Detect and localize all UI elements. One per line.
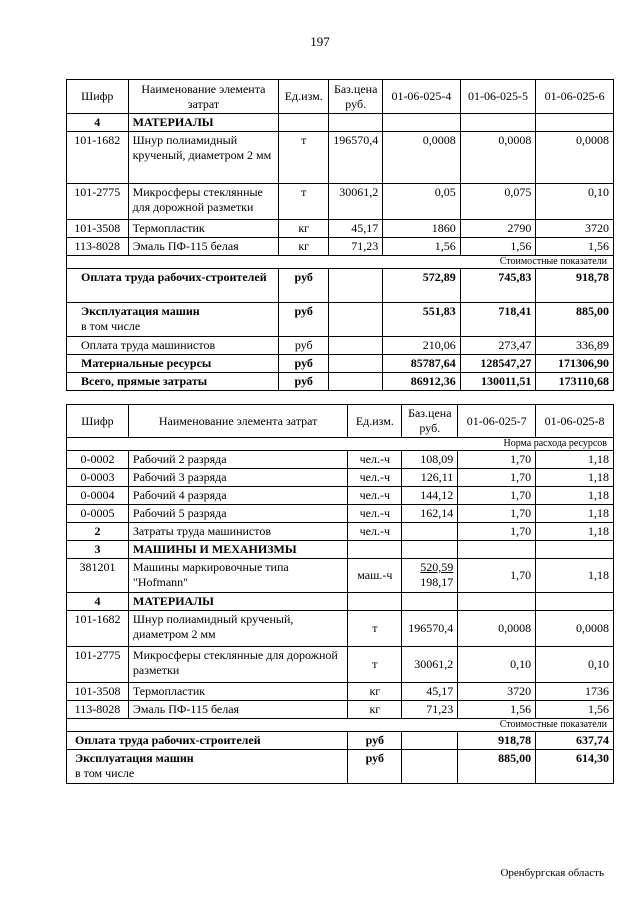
- header-unit: Ед.изм.: [279, 80, 329, 114]
- table-row: 0-0004 Рабочий 4 разряда чел.-ч 144,12 1,70 1,18: [67, 487, 614, 505]
- cost-row: Эксплуатация машин в том числе руб 551,83 718,41 885,00: [67, 303, 614, 337]
- header-col-2: 01-06-025-8: [536, 405, 614, 438]
- header-unit: Ед.изм.: [348, 405, 402, 438]
- table-header: [67, 405, 614, 438]
- table-row: 101-1682 Шнур полиамидный крученый, диаметром 2 мм т 196570,4 0,0008 0,0008: [67, 611, 614, 647]
- resource-table-1: [66, 79, 614, 391]
- table-row: 0-0005 Рабочий 5 разряда чел.-ч 162,14 1,70 1,18: [67, 505, 614, 523]
- section-row: 3 МАШИНЫ И МЕХАНИЗМЫ: [67, 541, 614, 559]
- header-code: Шифр: [67, 80, 129, 114]
- header-col-2: 01-06-025-5: [460, 80, 536, 114]
- table-row: 101-2775 Микросферы стеклянные для дорожной разметки т 30061,2 0,05 0,075 0,10: [67, 184, 614, 220]
- cost-row: Оплата труда рабочих-строителей руб 572,89 745,83 918,78: [67, 269, 614, 303]
- norm-label-row: Норма расхода ресурсов: [67, 438, 614, 451]
- header-price: Баз.цена руб.: [329, 80, 383, 114]
- cost-row: Всего, прямые затраты руб 86912,36 130011,51 173110,68: [67, 373, 614, 391]
- header-col-3: 01-06-025-6: [536, 80, 614, 114]
- table-row: 381201 Машины маркировочные типа "Hofmann" маш.-ч 520,59 198,17 1,70 1,18: [67, 559, 614, 593]
- cost-label-row: Стоимостные показатели: [67, 719, 614, 732]
- header-price: Баз.цена руб.: [402, 405, 458, 438]
- table-row: 101-2775 Микросферы стеклянные для дорожной разметки т 30061,2 0,10 0,10: [67, 647, 614, 683]
- table-row: 101-1682 Шнур полиамидный крученый, диаметром 2 мм т 196570,4 0,0008 0,0008 0,0008: [67, 132, 614, 184]
- table-row: 113-8028 Эмаль ПФ-115 белая кг 71,23 1,56 1,56 1,56: [67, 238, 614, 256]
- cost-row: Оплата труда машинистов руб 210,06 273,47 336,89: [67, 337, 614, 355]
- cost-row: Материальные ресурсы руб 85787,64 128547,27 171306,90: [67, 355, 614, 373]
- table-header: [67, 80, 614, 114]
- header-name: Наименование элемента затрат: [128, 405, 347, 438]
- header-code: Шифр: [67, 405, 129, 438]
- header-col-1: 01-06-025-4: [383, 80, 460, 114]
- footer-region: Оренбургская область: [500, 867, 604, 879]
- section-row: 4 МАТЕРИАЛЫ: [67, 593, 614, 611]
- cost-row: Оплата труда рабочих-строителей руб 918,78 637,74: [67, 732, 614, 750]
- resource-table-2: [66, 404, 614, 784]
- header-col-1: 01-06-025-7: [458, 405, 536, 438]
- cost-row: Эксплуатация машин в том числе руб 885,00 614,30: [67, 750, 614, 784]
- header-name: Наименование элемента затрат: [128, 80, 279, 114]
- cost-label-row: Стоимостные показатели: [67, 256, 614, 269]
- table-row: 2 Затраты труда машинистов чел.-ч 1,70 1,18: [67, 523, 614, 541]
- table-row: 0-0002 Рабочий 2 разряда чел.-ч 108,09 1,70 1,18: [67, 451, 614, 469]
- table-row: 101-3508 Термопластик кг 45,17 1860 2790 3720: [67, 220, 614, 238]
- table-row: 101-3508 Термопластик кг 45,17 3720 1736: [67, 683, 614, 701]
- table-row: 0-0003 Рабочий 3 разряда чел.-ч 126,11 1,70 1,18: [67, 469, 614, 487]
- section-row: 4 МАТЕРИАЛЫ: [67, 114, 614, 132]
- table-row: 113-8028 Эмаль ПФ-115 белая кг 71,23 1,56 1,56: [67, 701, 614, 719]
- page-number: 197: [310, 34, 330, 49]
